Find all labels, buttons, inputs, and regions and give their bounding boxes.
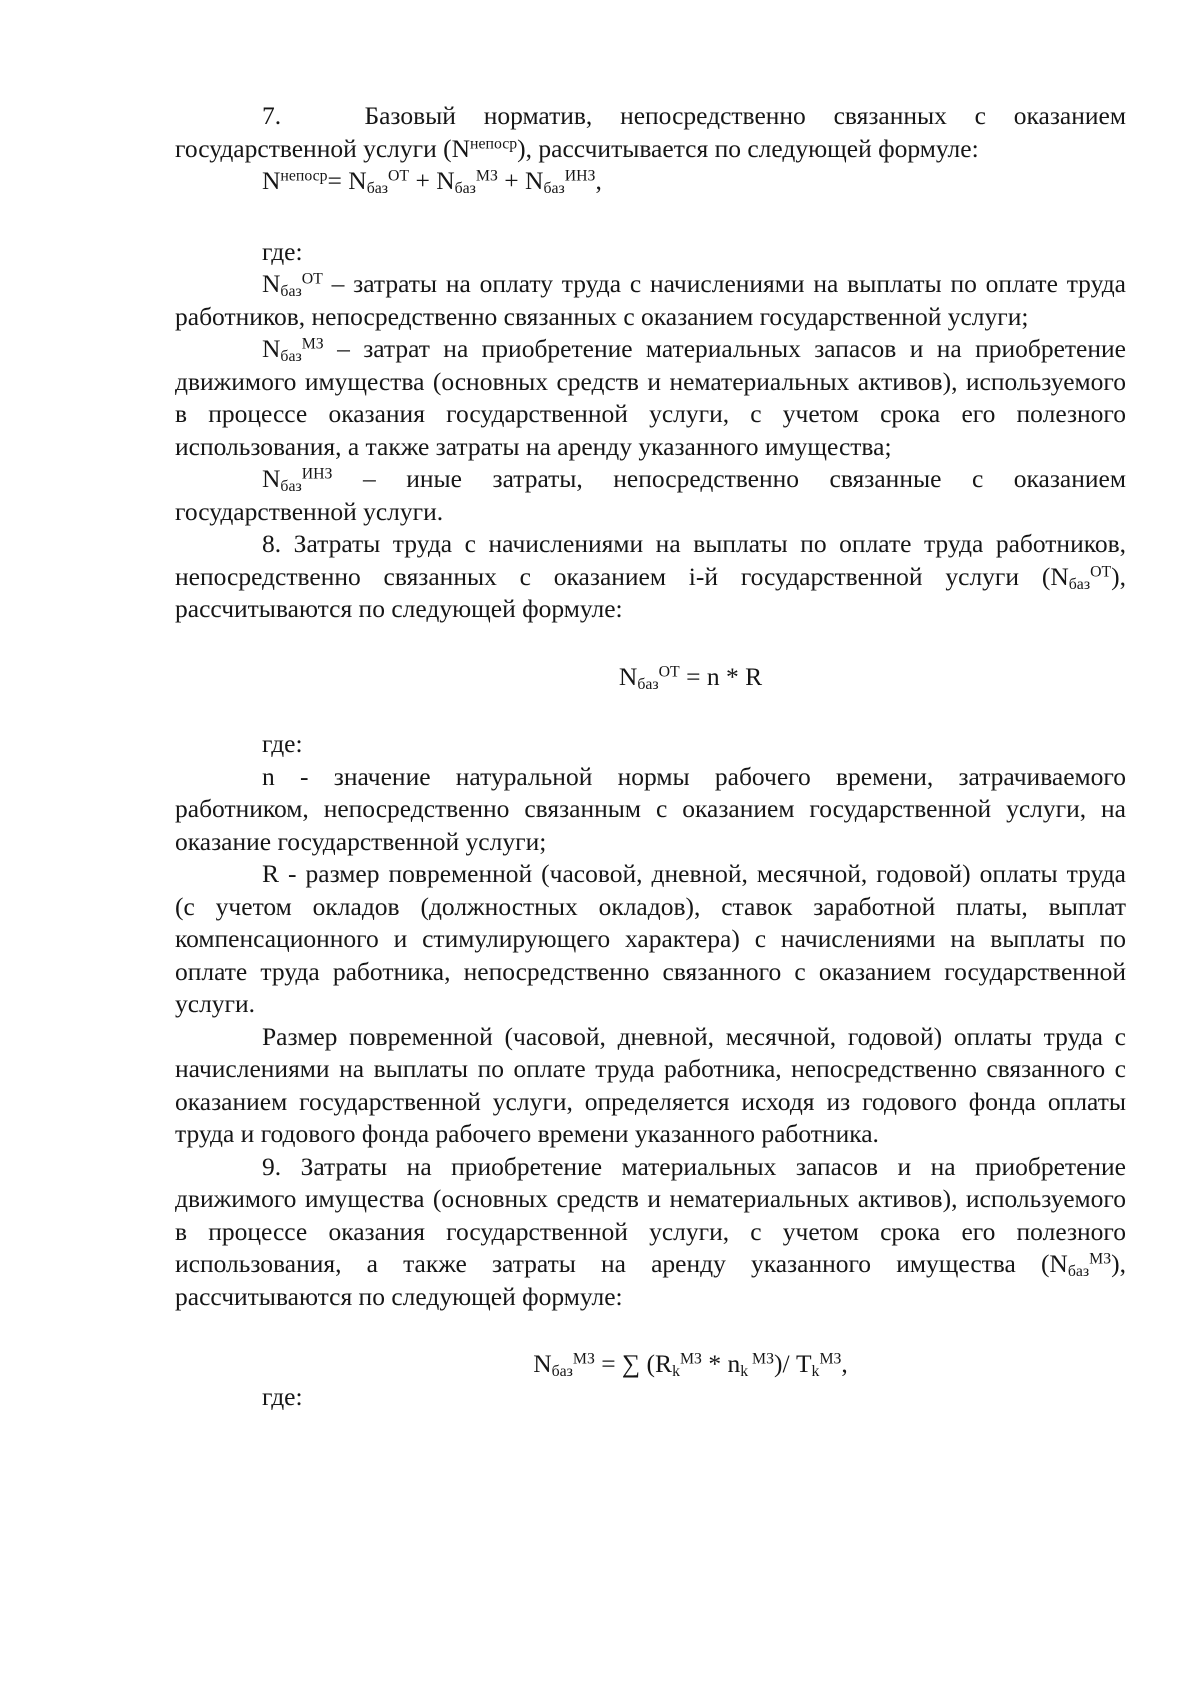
definition-text: – затраты на оплату труда с начислениями на выплаты по оплате труда работников, непосредственно связанных с оказанием государственной услуги; <box>175 269 1126 331</box>
formula-symbol: , <box>841 1349 848 1378</box>
spacer <box>175 198 1126 236</box>
definition-mz <box>175 333 1126 463</box>
paragraph-8-text-end: ), рассчитываются по следующей формуле: <box>175 561 1126 623</box>
definition-n: n - значение натуральной нормы рабочего времени, затрачиваемого работником, непосредственно связанным с оказанием государственной услуги, на оказание государственной услуги; <box>175 761 1126 856</box>
paragraph-9 <box>175 1151 1126 1314</box>
superscript: ОТ <box>1090 562 1112 580</box>
superscript: МЗ <box>1089 1250 1112 1268</box>
superscript: непоср <box>470 134 518 152</box>
definition-text: – иные затраты, непосредственно связанные с оказанием государственной услуги. <box>175 464 1126 526</box>
superscript: ОТ <box>301 270 323 288</box>
superscript: ИНЗ <box>564 167 596 185</box>
where-label: где: <box>262 236 303 266</box>
subscript: баз <box>1068 575 1091 593</box>
subscript: баз <box>543 179 565 197</box>
superscript: МЗ <box>748 1350 775 1368</box>
formula-symbol: N <box>533 1349 552 1378</box>
superscript: ОТ <box>388 167 410 185</box>
formula-material-cost <box>175 1348 1126 1381</box>
subscript: k <box>740 1362 749 1380</box>
formula-labor-cost <box>175 661 1126 694</box>
formula-symbol: , <box>595 166 602 195</box>
subscript: баз <box>637 675 659 693</box>
subscript: баз <box>280 347 302 365</box>
paragraph-8-text: 8. Затраты труда с начислениями на выплаты по оплате труда работников, непосредственно связанных с оказанием i-й государственной услуги (N <box>175 529 1126 591</box>
formula-symbol: * n <box>701 1349 741 1378</box>
formula-symbol: N <box>618 661 638 691</box>
paragraph-7 <box>175 100 1126 165</box>
superscript: МЗ <box>819 1350 842 1368</box>
formula-symbol: + N <box>497 166 544 195</box>
formula-symbol: = N <box>327 166 367 195</box>
subscript: k <box>811 1362 820 1380</box>
definition-text: – затрат на приобретение материальных запасов и на приобретение движимого имущества (основных средств и нематериальных активов), используемого в процессе оказания государственной услуги, с учетом срока его полезного использования, а также затраты на аренду указанного имущества; <box>175 334 1126 461</box>
subscript: k <box>672 1362 680 1380</box>
spacer <box>175 626 1126 661</box>
formula-symbol: N <box>262 269 281 298</box>
superscript: МЗ <box>475 167 498 185</box>
paragraph-8 <box>175 528 1126 626</box>
spacer <box>175 693 1126 728</box>
superscript: МЗ <box>679 1350 702 1368</box>
spacer <box>175 1313 1126 1348</box>
paragraph-7-text: 7. Базовый норматив, непосредственно связанных с оказанием государственной услуги (N <box>175 101 1126 163</box>
paragraph-pay-size: Размер повременной (часовой, дневной, месячной, годовой) оплаты труда с начислениями на выплаты по оплате труда работника, непосредственно связанного с оказанием государственной услуги, определяется исходя из годового фонда оплаты труда и годового фонда рабочего времени указанного работника. <box>175 1021 1126 1148</box>
subscript: баз <box>280 477 302 495</box>
subscript: баз <box>280 282 302 300</box>
formula-symbol: )/ T <box>774 1349 812 1378</box>
formula-symbol: N <box>262 334 281 363</box>
paragraph-9-text: 9. Затраты на приобретение материальных запасов и на приобретение движимого имущества (основных средств и нематериальных активов), используемого в процессе оказания государственной услуги, с учетом срока его полезного использования, а также затраты на аренду указанного имущества (N <box>175 1151 1126 1278</box>
superscript: МЗ <box>301 335 324 353</box>
subscript: баз <box>366 179 389 197</box>
formula-symbol: N <box>262 464 281 493</box>
superscript: непоср <box>280 167 328 185</box>
definition-r: R - размер повременной (часовой, дневной, месячной, годовой) оплаты труда (с учетом окладов (должностных окладов), ставок заработной платы, выплат компенсационного и стимулирующего характера) с начислениями на выплаты по оплате труда работника, непосредственно связанного с оказанием государственной услуги. <box>175 859 1126 1018</box>
superscript: МЗ <box>572 1350 595 1368</box>
subscript: баз <box>551 1362 573 1380</box>
superscript: ОТ <box>658 662 680 680</box>
subscript: баз <box>1067 1262 1090 1280</box>
paragraph-9-text-end: ), рассчитываются по следующей формуле: <box>175 1249 1126 1311</box>
where-label: где: <box>262 729 303 758</box>
paragraph-7-text-end: ), рассчитывается по следующей формуле: <box>517 133 979 163</box>
superscript: ИНЗ <box>301 465 333 483</box>
formula-symbol: N <box>262 166 281 195</box>
formula-base-normative <box>175 165 1126 198</box>
subscript: баз <box>454 179 476 197</box>
where-label: где: <box>262 1381 303 1411</box>
definition-inz <box>175 463 1126 528</box>
formula-symbol: = ∑ (R <box>594 1349 673 1378</box>
formula-symbol: = n * R <box>679 661 763 691</box>
formula-symbol: + N <box>409 166 455 195</box>
definition-ot <box>175 268 1126 333</box>
